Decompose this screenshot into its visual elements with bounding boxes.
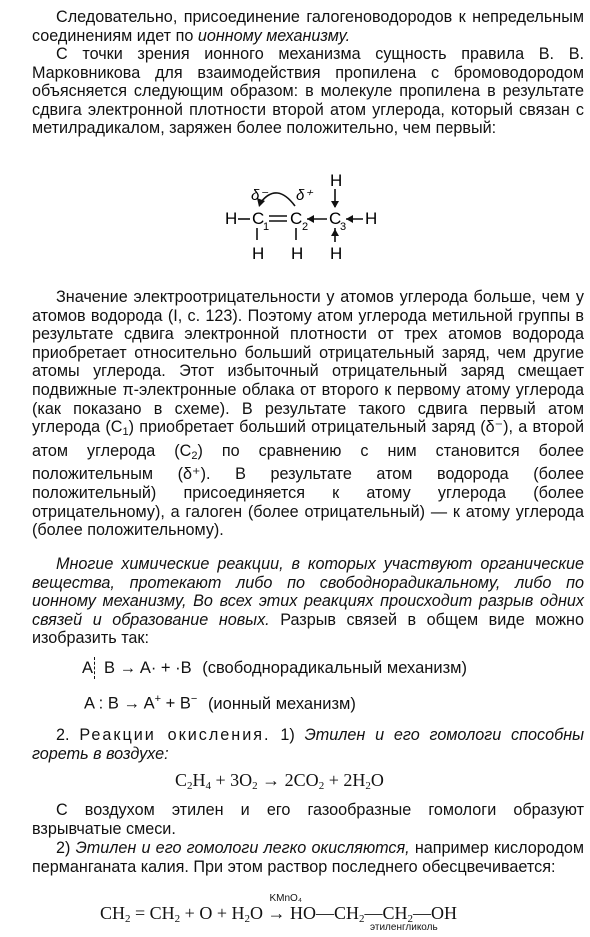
paragraph-7 (32, 839, 584, 876)
scheme-c2: C (290, 209, 303, 228)
equation-combustion (175, 770, 384, 792)
paragraph-4 (32, 555, 584, 648)
eq3-part: C (175, 770, 188, 790)
eq4-sub: 2 (125, 913, 131, 925)
eq3-sub: 4 (205, 780, 212, 792)
paragraph-4-plain: Разрыв связей в общем виде можно изобразить так: (32, 610, 584, 648)
eq4-part: CH (100, 903, 126, 923)
propylene-scheme (215, 172, 395, 272)
scheme-c3: C (329, 209, 342, 228)
scheme-h-bottom-1: H (252, 244, 265, 263)
paragraph-3-text-c: ), а второй атом углерода ( (32, 418, 584, 460)
item-number-2: 2) (56, 839, 76, 857)
c1-symbol: C (110, 418, 123, 437)
eq4-part: O (249, 903, 268, 923)
eq3-sub: 2 (252, 780, 258, 792)
eq3-sub: 2 (318, 780, 325, 792)
section-heading: Реакции окисления. (79, 726, 271, 744)
paragraph-1 (32, 8, 584, 45)
eq2-label: (ионный механизм) (207, 694, 356, 713)
c2-symbol: C (179, 441, 192, 460)
product-label: этиленгликоль (370, 922, 438, 933)
eq4-part: —OH (413, 903, 458, 923)
eq3-part: H (192, 770, 206, 790)
paragraph-4-italic: Многие химические реакции, в которых участвуют органические вещества, протекают либо по свободнорадикальному, либо по ионному механизму, Во всех этих реакциях происходит разрыв одних связей и образование новых. (32, 555, 584, 629)
eq1-rhs: A· + ·B (139, 659, 192, 677)
eq2-lhs: A : B (84, 694, 119, 713)
paragraph-5-italic: Этилен и его гомологи способны гореть в воздухе: (32, 726, 585, 763)
equation-radical (82, 657, 467, 679)
eq1-a: A (82, 659, 94, 677)
paragraph-7-plain: например кислородом перманганата калия. При этом раствор последнего обесцвечивается: (32, 839, 584, 876)
eq2-a: A (143, 694, 155, 713)
scheme-h-top: H (330, 172, 343, 190)
scheme-h-right: H (365, 209, 378, 228)
scheme-h-left: H (225, 209, 238, 228)
scheme-c1: C (252, 209, 265, 228)
scheme-delta-plus: δ⁺ (296, 187, 313, 204)
delta-minus: δ⁻ (485, 418, 504, 437)
eq1-b: B (104, 659, 116, 677)
c1-subscript: 1 (122, 426, 129, 439)
paragraph-3-text-e: ). В результате атом водорода (более положительный) присоединяется к атому углерода (более отрицательному), а галоген (более отрицательный) — к атому углерода (более положительному). (32, 465, 585, 540)
scheme-delta-minus: δ⁻ (251, 187, 268, 204)
paragraph-3 (32, 288, 584, 540)
eq4-part: HO—CH (285, 903, 359, 923)
broken-bond (94, 657, 103, 679)
eq4-sub: 2 (359, 913, 365, 925)
section-number: 2. (56, 726, 80, 744)
paragraph-3-text-d: ) по сравнению с ним становится более положительным ( (32, 441, 584, 484)
paragraph-1-italic: ионному механизму. (197, 26, 351, 45)
scheme-h-bottom-2: H (291, 244, 304, 263)
eq3-sub: 2 (187, 780, 193, 792)
eq3-part: O (370, 770, 384, 790)
eq4-part: = CH (130, 903, 175, 923)
scheme-num-1: 1 (263, 221, 270, 233)
paragraph-5 (32, 726, 584, 763)
eq3-part: + 3O (211, 770, 253, 790)
paragraph-2: С точки зрения ионного механизма сущность правила В. В. Марковникова для взаимодействия пропилена с бромоводородом объясняется следующим образом: в молекуле пропилена в результате сдвига электронной плотности второй атом углерода, который связан с метилрадикалом, заряжен более положительно, чем первый: (32, 45, 584, 138)
eq4-sub: 2 (174, 913, 181, 925)
paragraph-1-text: Следовательно, присоединение галогеноводородов к непредельным соединениям идет по (32, 8, 584, 45)
eq2-arrow: → (123, 694, 140, 713)
eq4-arrow: → (267, 903, 286, 923)
eq4-part: + O + H (180, 903, 245, 923)
scheme-num-3: 3 (340, 221, 347, 233)
eq2-sup-a: + (154, 693, 162, 705)
eq3-sub: 2 (365, 780, 371, 792)
c2-subscript: 2 (191, 449, 198, 462)
eq4-sub: 2 (407, 913, 414, 925)
eq1-label: (свободнорадикальный механизм) (202, 659, 467, 677)
equation-ionic (84, 693, 356, 714)
paragraph-3-text-b: ) приобретает больший отрицательный заряд ( (128, 418, 486, 437)
paragraph-3-text-a: Значение электроотрицательности у атомов углерода больше, чем у атомов водорода (I, с. 123). Поэтому атом углерода метильной группы в результате сдвига электронной плотности от трех атомов водорода приобретает относительно больший отрицательный заряд, чем другие атомы углерода. Этот избыточный отрицательный заряд смещает подвижные π-электронные облака от второго к первому атому углерода (как показано в схеме). В результате такого сдвига первый атом углерода ( (32, 288, 584, 437)
eq3-part: + 2H (324, 770, 366, 790)
item-number: 1) (270, 726, 305, 744)
eq1-arrow: → (119, 659, 137, 677)
scheme-num-2: 2 (302, 221, 309, 233)
eq4-part: —CH (364, 903, 408, 923)
eq3-part: → 2CO (257, 770, 319, 790)
paragraph-7-italic: Этилен и его гомологи легко окисляются, (75, 839, 410, 857)
scheme-h-bottom-3: H (330, 244, 343, 263)
eq2-sup-b: − (190, 693, 198, 705)
paragraph-6: С воздухом этилен и его газообразные гомологи образуют взрывчатые смеси. (32, 801, 584, 838)
eq4-sub: 2 (244, 913, 250, 925)
delta-plus: δ⁺ (183, 465, 201, 484)
reagent-arrow (267, 893, 302, 924)
eq2-b: + B (161, 694, 191, 713)
reagent-label: KMnO₄ (269, 893, 302, 904)
